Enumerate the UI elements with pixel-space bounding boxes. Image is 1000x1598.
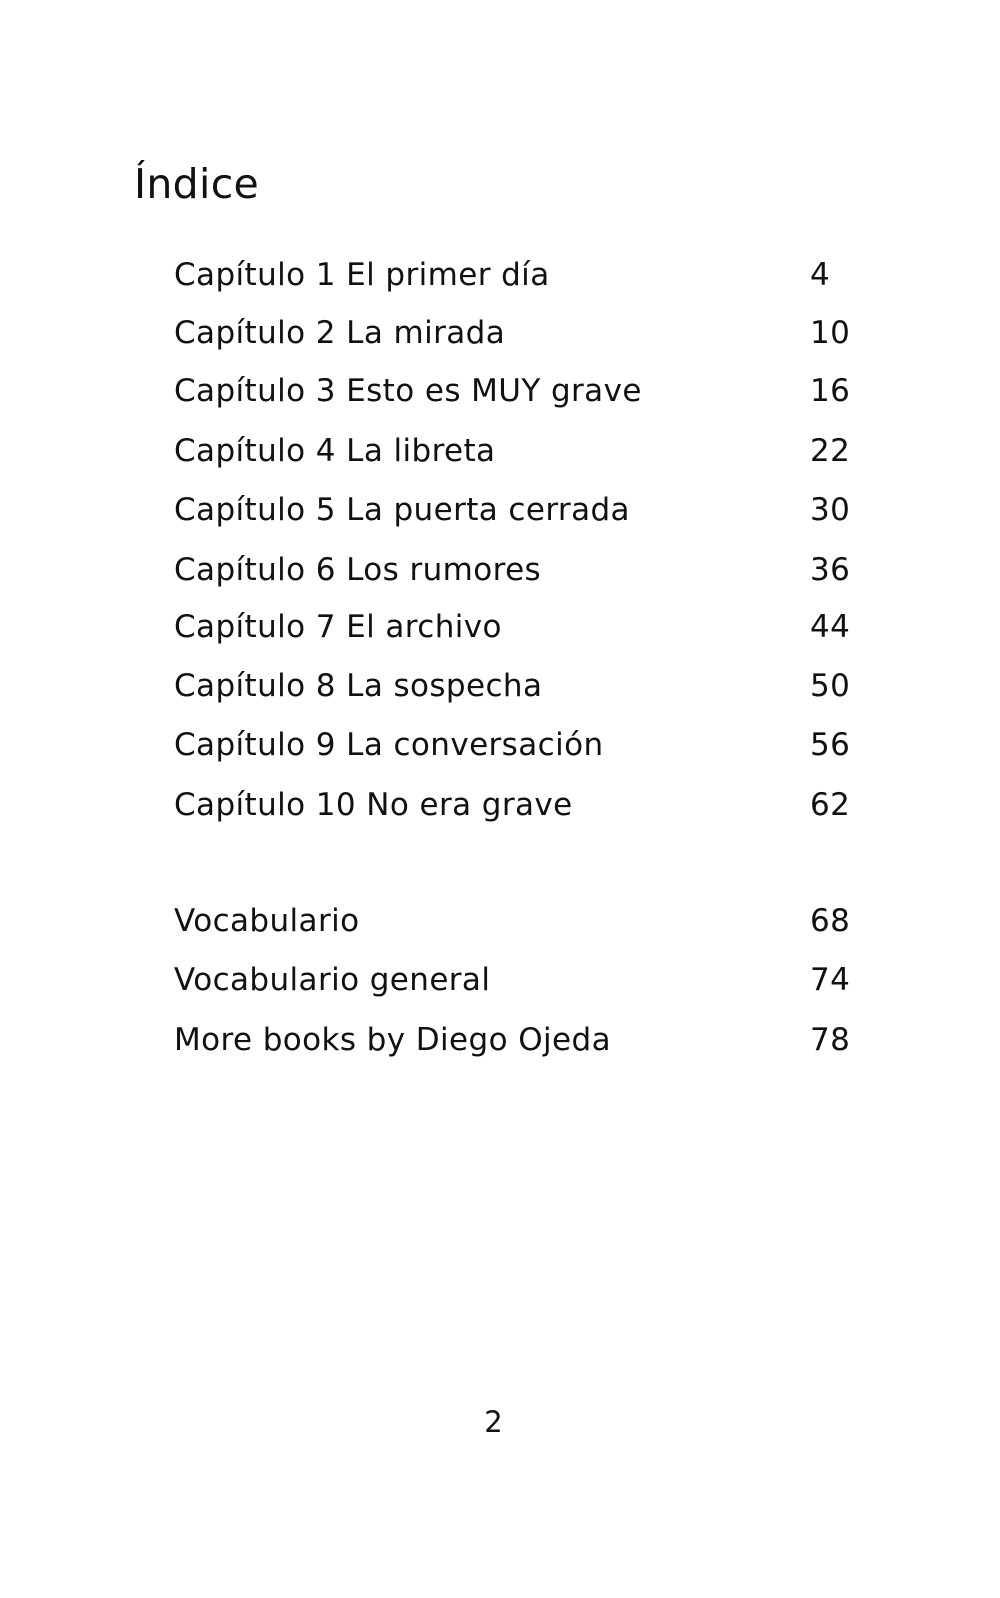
toc-entry-title: Capítulo 10 No era grave — [174, 787, 573, 823]
toc-entry-chapter-6[interactable] — [174, 548, 874, 592]
toc-entry-vocabulario-general[interactable] — [174, 958, 874, 1002]
toc-entry-page: 4 — [810, 257, 831, 293]
toc-entry-title: Vocabulario general — [174, 962, 491, 998]
toc-entry-page: 44 — [810, 609, 851, 645]
toc-entry-page: 16 — [810, 373, 851, 409]
toc-entry-title: Capítulo 1 El primer día — [174, 257, 550, 293]
toc-entry-page: 22 — [810, 433, 851, 469]
page-title: Índice — [134, 160, 260, 208]
toc-entry-page: 36 — [810, 552, 851, 588]
toc-entry-page: 10 — [810, 315, 851, 351]
toc-entry-page: 74 — [810, 962, 851, 998]
toc-entry-more-books[interactable] — [174, 1018, 874, 1062]
toc-entry-title: Capítulo 9 La conversación — [174, 727, 604, 763]
toc-entry-page: 68 — [810, 903, 851, 939]
toc-entry-title: Capítulo 3 Esto es MUY grave — [174, 373, 642, 409]
toc-entry-vocabulario[interactable] — [174, 899, 874, 943]
toc-entry-chapter-10[interactable] — [174, 783, 874, 827]
toc-entry-chapter-3[interactable] — [174, 369, 874, 413]
toc-entry-chapter-7[interactable] — [174, 605, 874, 649]
toc-entry-title: Vocabulario — [174, 903, 360, 939]
toc-entry-chapter-8[interactable] — [174, 664, 874, 708]
toc-entry-title: Capítulo 7 El archivo — [174, 609, 502, 645]
toc-entry-page: 50 — [810, 668, 851, 704]
toc-entry-page: 30 — [810, 492, 851, 528]
toc-entry-chapter-1[interactable] — [174, 253, 874, 297]
toc-entry-page: 62 — [810, 787, 851, 823]
toc-entry-title: More books by Diego Ojeda — [174, 1022, 611, 1058]
toc-entry-chapter-4[interactable] — [174, 429, 874, 473]
toc-entry-title: Capítulo 6 Los rumores — [174, 552, 542, 588]
toc-entry-title: Capítulo 2 La mirada — [174, 315, 506, 351]
toc-entry-chapter-9[interactable] — [174, 723, 874, 767]
toc-entry-title: Capítulo 4 La libreta — [174, 433, 496, 469]
toc-entry-title: Capítulo 5 La puerta cerrada — [174, 492, 630, 528]
toc-entry-title: Capítulo 8 La sospecha — [174, 668, 543, 704]
toc-entry-page: 78 — [810, 1022, 851, 1058]
toc-entry-chapter-2[interactable] — [174, 311, 874, 355]
toc-entry-page: 56 — [810, 727, 851, 763]
toc-entry-chapter-5[interactable] — [174, 488, 874, 532]
page-number: 2 — [484, 1405, 503, 1439]
